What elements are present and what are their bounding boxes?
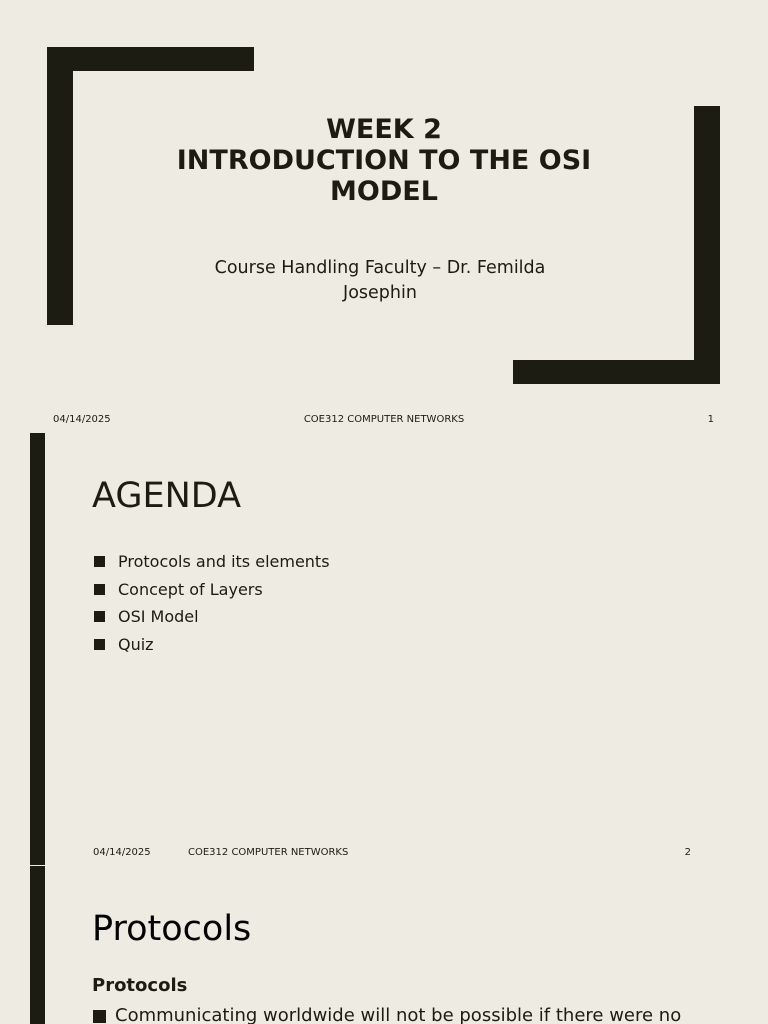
- corner-bracket-top-left-vertical: [47, 47, 73, 325]
- list-item: [92, 631, 330, 659]
- agenda-title: AGENDA: [92, 476, 242, 516]
- slide-1: [0, 0, 768, 432]
- list-item: [92, 548, 330, 576]
- list-item-label: Communicating worldwide will not be possible if there were no: [115, 1005, 682, 1024]
- footer-date: 04/14/2025: [93, 847, 151, 858]
- square-bullet-icon: [94, 639, 105, 650]
- protocols-subheading: Protocols: [92, 975, 188, 996]
- square-bullet-icon: [93, 1010, 106, 1023]
- title-line: INTRODUCTION TO THE OSI: [176, 145, 592, 176]
- footer-date: 04/14/2025: [53, 414, 111, 425]
- list-item-label: Concept of Layers: [118, 579, 263, 599]
- title-line: WEEK 2: [326, 114, 442, 145]
- slide-2: [0, 433, 768, 865]
- slide-title: [120, 114, 648, 207]
- square-bullet-icon: [94, 556, 105, 567]
- slide-subtitle: [180, 256, 580, 306]
- footer-page-number: 2: [684, 847, 691, 858]
- corner-bracket-top-left-horizontal: [47, 47, 254, 71]
- list-item-label: OSI Model: [118, 607, 199, 626]
- corner-bracket-bottom-right-vertical: [694, 106, 720, 384]
- footer-course: COE312 COMPUTER NETWORKS: [303, 414, 465, 425]
- left-accent-bar: [30, 433, 45, 865]
- square-bullet-icon: [94, 611, 105, 622]
- list-item: [92, 603, 330, 631]
- left-accent-bar: [30, 866, 45, 1024]
- corner-bracket-bottom-right-horizontal: [513, 360, 720, 384]
- slide-3: [0, 866, 768, 1024]
- protocols-title: Protocols: [92, 909, 252, 949]
- list-item: [92, 1004, 732, 1024]
- title-line: MODEL: [330, 176, 438, 207]
- subtitle-line: Josephin: [343, 283, 417, 303]
- list-item-label: Quiz: [118, 634, 154, 654]
- footer-page-number: 1: [707, 414, 714, 425]
- agenda-list: [92, 548, 330, 658]
- subtitle-line: Course Handling Faculty – Dr. Femilda: [214, 258, 546, 278]
- square-bullet-icon: [94, 584, 105, 595]
- list-item: [92, 576, 330, 604]
- list-item-label: Protocols and its elements: [118, 552, 330, 571]
- footer-course: COE312 COMPUTER NETWORKS: [188, 847, 349, 858]
